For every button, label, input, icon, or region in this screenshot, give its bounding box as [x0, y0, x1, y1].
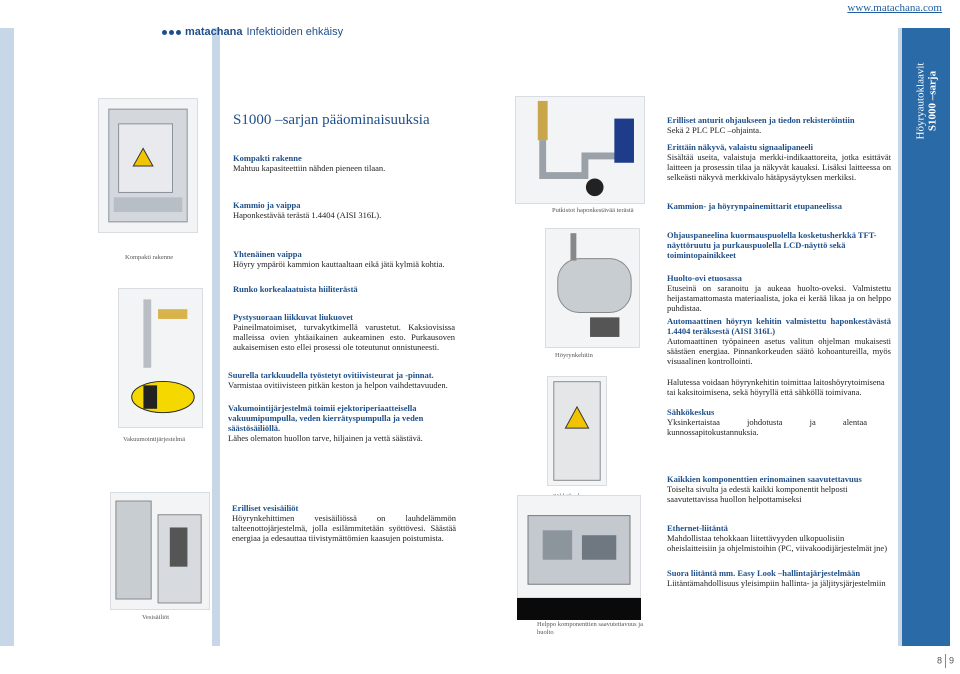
feature-easy-look — [667, 568, 892, 588]
feature-vaippa — [233, 249, 503, 269]
feature-heading: Erittäin näkyvä, valaistu signaalipaneeli — [667, 142, 813, 152]
caption-hoyrynkehitin: Höyrynkehitin — [555, 352, 593, 359]
feature-text: Lähes olematon huollon tarve, hiljainen ja vettä säästävä. — [228, 433, 423, 443]
feature-text: Sisältää useita, valaistuja merkki-indikaattoreita, jotka esittävät laitteen ja prosessin tilaa ja näkyvät kauaksi. Lisäksi laitteessa on selkeästi näkyvä merkkivalo hätäpysäytyksen merkiksi. — [667, 152, 891, 182]
feature-saavutettavuus — [667, 474, 892, 504]
page-divider — [945, 654, 946, 668]
feature-anturit — [667, 115, 892, 135]
caption-kompakti: Kompakti rakenne — [125, 254, 174, 261]
feature-ethernet — [667, 523, 892, 553]
feature-kompakti — [233, 153, 423, 173]
feature-kammio — [233, 200, 503, 220]
feature-laitoshoyry — [667, 377, 892, 397]
steam-generator-image — [545, 228, 640, 348]
feature-heading: Ohjauspaneelina kuormauspuolella kosketusherkkä TFT-näyttöruutu ja purkauspuolella LCD-näyttö sekä toimintopainikkeet — [667, 230, 877, 260]
piping-image — [515, 96, 645, 204]
feature-text: Höyrynkehittimen vesisäiliössä on lauhdelämmön talteenottojärjestelmä, jolla esilämmitetään syöttövesi. Säästää energiaa ja edesauttaa tiivistymättömien kaasujen poistumista. — [232, 513, 456, 543]
feature-heading: Ethernet-liitäntä — [667, 523, 728, 533]
compact-machine-image — [98, 98, 198, 233]
caption-vakuumi: Vakuumointijärjestelmä — [123, 436, 186, 443]
electrical-cabinet-image — [547, 376, 607, 486]
page-number-left: 8 — [936, 655, 942, 666]
feature-heading: Sähkökeskus — [667, 407, 715, 417]
water-tanks-image — [110, 492, 210, 610]
feature-heading: Yhtenäinen vaippa — [233, 249, 302, 259]
feature-text: Liitäntämahdollisuus yleisimpiin hallinta- ja jäljitysjärjestelmiin — [667, 578, 886, 588]
brand-name: matachana — [185, 26, 243, 38]
feature-sahkokeskus — [667, 407, 867, 437]
website-link[interactable]: www.matachana.com — [847, 2, 942, 14]
feature-text: Varmistaa ovitiivisteen pitkän keston ja helpon vaihdettavuuden. — [228, 380, 448, 390]
feature-ohjauspaneeli — [667, 230, 877, 260]
feature-vesisailiot — [232, 503, 456, 543]
feature-text: Sekä 2 PLC PLC –ohjainta. — [667, 125, 762, 135]
feature-vakumointi — [228, 403, 428, 443]
brand-tagline: Infektioiden ehkäisy — [246, 26, 344, 38]
feature-text: Paineilmatoimiset, turvakytkimellä varustetut. Kaksiovisissa malleissa ovien yhtäaikainen aukeaminen esto. Purkausoven aukaisemisen esto ellei prosessi ole toteutunut onnistuneesti. — [233, 322, 455, 352]
components-image — [517, 495, 641, 598]
feature-text: Yksinkertaistaa johdotusta ja alentaa kunnossapitokustannuksia. — [667, 417, 867, 437]
side-tab-line1: Höyryautoklaavit — [914, 62, 927, 140]
feature-heading: Huolto-ovi etuosassa — [667, 273, 742, 283]
feature-runko — [233, 284, 503, 294]
feature-text: Mahtuu kapasiteettiin nähden pieneen tilaan. — [233, 163, 386, 173]
feature-hoyrynkehitin — [667, 316, 891, 366]
feature-tiivisteurat — [228, 370, 498, 390]
middle-band — [212, 28, 220, 646]
page-title: S1000 –sarjan pääominaisuuksia — [233, 112, 430, 128]
feature-heading: Erilliset anturit ohjaukseen ja tiedon rekisteröintiin — [667, 115, 855, 125]
feature-text: Etuseinä on saranoitu ja aukeaa huolto-oveksi. Valmistettu heijastamattomasta materiaalista, joka ei kerää likaa ja on helppo puhdistaa. — [667, 283, 891, 313]
caption-vesisailiot: Vesisäiliöt — [142, 614, 170, 621]
feature-text: Automaattinen työpaineen asetus valitun ohjelman mukaisesti säästäen energiaa. Pinnankorkeuden säätö kohoantureilla, myös visuaalinen kontrollointi. — [667, 336, 891, 366]
page-number-right: 9 — [948, 655, 954, 666]
image-bar — [517, 598, 641, 620]
caption-helppo: Helppo komponenttien saavutettavuus ja huolto — [537, 621, 643, 636]
feature-heading: Kammio ja vaippa — [233, 200, 301, 210]
feature-text: Haponkestävää terästä 1.4404 (AISI 316L). — [233, 210, 382, 220]
caption-putkistot: Putkistot haponkestävää terästä — [552, 207, 634, 214]
feature-heading: Runko korkealaatuista hiiliterästä — [233, 284, 358, 294]
feature-heading: Pystysuoraan liikkuvat liukuovet — [233, 312, 353, 322]
page-numbers — [937, 654, 954, 668]
brand-logo — [162, 26, 343, 38]
vacuum-system-image — [118, 288, 203, 428]
side-tab-label — [904, 56, 948, 146]
feature-huolto-ovi — [667, 273, 891, 313]
feature-heading: Vakumointijärjestelmä toimii ejektoriperiaatteisella vakuumipumpulla, veden kierrätyspumpulla ja veden säästösäiliöllä. — [228, 403, 424, 433]
feature-heading: Kompakti rakenne — [233, 153, 302, 163]
feature-heading: Suora liitäntä mm. Easy Look –hallintajärjestelmään — [667, 568, 861, 578]
feature-heading: Kammion- ja höyrynpainemittarit etupaneelissa — [667, 201, 842, 211]
logo-dots-icon — [162, 30, 181, 35]
feature-heading: Suurella tarkkuudella työstetyt ovitiivisteurat ja -pinnat. — [228, 370, 434, 380]
feature-text: Halutessa voidaan höyrynkehitin toimittaa laitoshöyrytoimisena tai kaksitoimisena, sekä höyryllä että sähköllä toimivana. — [667, 377, 885, 397]
side-tab-line2: S1000 –sarja — [926, 70, 939, 132]
feature-heading: Automaattinen höyryn kehitin valmistettu haponkestävästä 1.4404 teräksestä (AISI 316L) — [667, 316, 891, 336]
feature-heading: Erilliset vesisäiliöt — [232, 503, 299, 513]
feature-liukuovet — [233, 312, 455, 352]
feature-painemittarit — [667, 201, 892, 211]
feature-text: Höyry ympäröi kammion kauttaaltaan eikä jätä kylmiä kohtia. — [233, 259, 445, 269]
feature-signaalipaneeli — [667, 142, 891, 182]
feature-text: Mahdollistaa tehokkaan liitettävyyden ulkopuolisiin oheislaitteisiin ja ohjelmistoihin (PC, viivakoodijärjestelmät jne) — [667, 533, 888, 553]
left-band — [0, 28, 14, 646]
feature-text: Toiselta sivulta ja edestä kaikki komponentit helposti saavutettavissa huollon helpottamiseksi — [667, 484, 848, 504]
feature-heading: Kaikkien komponenttien erinomainen saavutettavuus — [667, 474, 862, 484]
